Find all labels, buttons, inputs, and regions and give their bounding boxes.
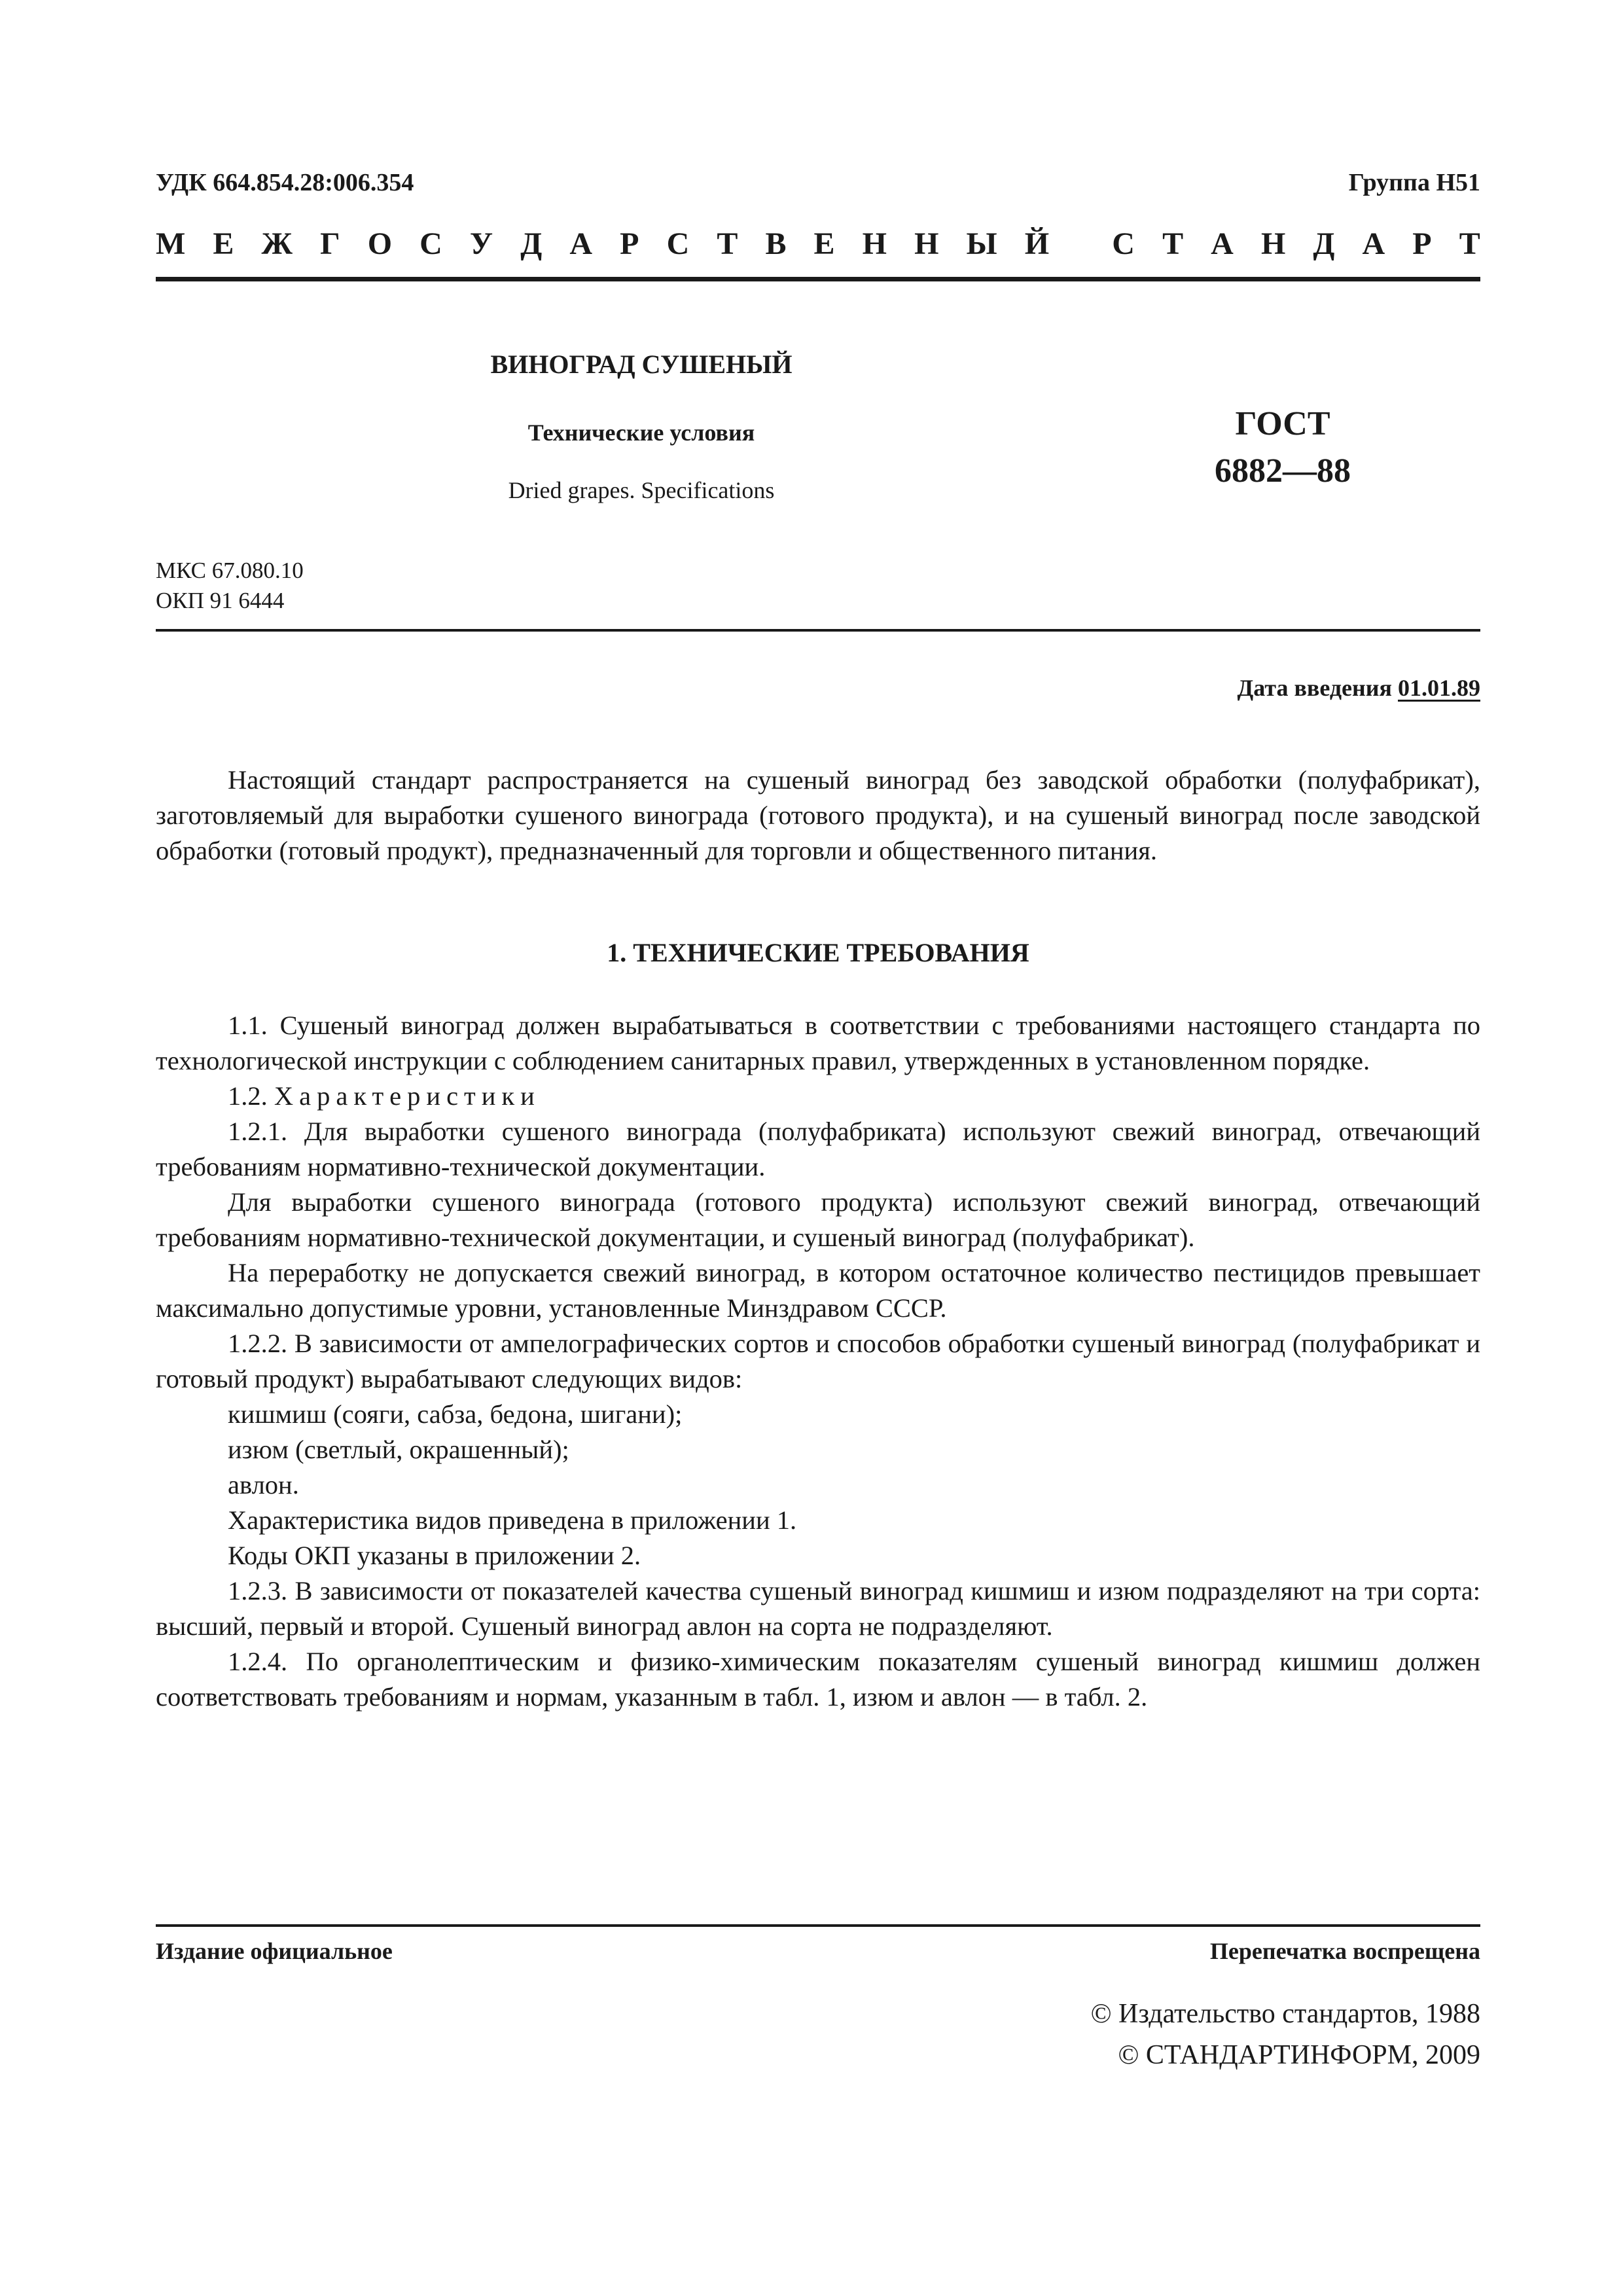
banner-letter: Е: [213, 226, 234, 261]
banner-letter: Й: [1024, 226, 1050, 261]
banner-letter: Е: [813, 226, 835, 261]
group-code: Группа Н51: [1348, 169, 1480, 196]
paragraph-1-2-1: 1.2.1. Для выработки сушеного винограда (полуфабриката) используют свежий виноград, отвечающий требованиям нормативно-технической документации.: [156, 1117, 1480, 1181]
intro-paragraph: Настоящий стандарт распространяется на сушеный виноград без заводской обработки (полуфабрикат), заготовляемый для выработки сушеного винограда (готового продукта), и на сушеный виноград после заводской обработки (готовый продукт), предназначенный для торговли и общественного питания.: [156, 765, 1480, 865]
paragraph-appendix-1: Характеристика видов приведена в приложении 1.: [228, 1505, 797, 1535]
banner-letter: А: [1362, 226, 1385, 261]
english-title: Dried grapes. Specifications: [508, 477, 775, 503]
banner-letter: Т: [717, 226, 738, 261]
banner-letter: Д: [1313, 226, 1335, 261]
mks-code: МКС 67.080.10: [156, 558, 304, 583]
banner-letter: Р: [1412, 226, 1432, 261]
copyright-2009: © СТАНДАРТИНФОРМ, 2009: [1118, 2040, 1480, 2070]
paragraph-1-2-4: 1.2.4. По органолептическим и физико-химическим показателям сушеный виноград кишмиш должен соответствовать требованиям и нормам, указанным в табл. 1, изюм и авлон — в табл. 2.: [156, 1647, 1480, 1712]
introduction-date: [1238, 674, 1481, 702]
udk-code: УДК 664.854.28:006.354: [156, 169, 414, 196]
banner-letter: М: [156, 226, 186, 261]
banner-letter: Ж: [261, 226, 293, 261]
banner-letter: С: [666, 226, 690, 261]
paragraph-1-2-2: 1.2.2. В зависимости от ампелографических сортов и способов обработки сушеный виноград (полуфабрикат и готовый продукт) вырабатывают следующих видов:: [156, 1329, 1480, 1393]
codes-rule: [156, 629, 1480, 632]
banner-letter: [1077, 226, 1084, 262]
official-edition: Издание официальное: [156, 1938, 393, 1964]
gost-number: 6882—88: [1215, 452, 1351, 490]
paragraph-1-2-word: Характеристики: [274, 1081, 541, 1111]
introduction-date-value: 01.01.89: [1398, 675, 1480, 701]
paragraph-1-2-prefix: 1.2.: [228, 1081, 274, 1111]
banner-letter: Г: [320, 226, 340, 261]
paragraph-pesticides: На переработку не допускается свежий виноград, в котором остаточное количество пестицидов превышает максимально допустимые уровни, установленные Минздравом СССР.: [156, 1258, 1480, 1323]
copyright-1988: © Издательство стандартов, 1988: [1090, 1999, 1480, 2029]
header-rule: [156, 277, 1480, 281]
paragraph-1-2: [156, 1079, 1480, 1114]
banner-letter: С: [419, 226, 442, 261]
paragraph-appendix-2: Коды ОКП указаны в приложении 2.: [228, 1541, 641, 1570]
banner-letter: Т: [1459, 226, 1480, 261]
banner-letter: А: [569, 226, 593, 261]
banner-letter: У: [469, 226, 493, 261]
footer-rule: [156, 1924, 1480, 1927]
banner-letter: А: [1211, 226, 1234, 261]
paragraph-1-2-3: 1.2.3. В зависимости от показателей качества сушеный виноград кишмиш и изюм подразделяют на три сорта: высший, первый и второй. Сушеный виноград авлон на сорта не подразделяют.: [156, 1576, 1480, 1641]
okp-code: ОКП 91 6444: [156, 588, 285, 613]
banner-letter: С: [1112, 226, 1135, 261]
banner-letter: Н: [1260, 226, 1286, 261]
document-subtitle: Технические условия: [527, 420, 755, 446]
list-item-raisin: изюм (светлый, окрашенный);: [228, 1435, 569, 1464]
gost-label: ГОСТ: [1235, 405, 1330, 442]
list-item-kishmish: кишмиш (сояги, сабза, бедона, шигани);: [228, 1399, 683, 1429]
section-heading: 1. ТЕХНИЧЕСКИЕ ТРЕБОВАНИЯ: [607, 938, 1029, 967]
banner-letter: Н: [914, 226, 939, 261]
banner-letter: Д: [520, 226, 543, 261]
section-body: [156, 1008, 1480, 1715]
banner-letter: В: [765, 226, 787, 261]
reprint-prohibited: Перепечатка воспрещена: [1209, 1938, 1480, 1964]
banner-letter: Ы: [966, 226, 997, 261]
list-item-avlon: авлон.: [228, 1470, 299, 1499]
document-title: ВИНОГРАД СУШЕНЫЙ: [490, 350, 793, 379]
paragraph-1-1: 1.1. Сушеный виноград должен вырабатываться в соответствии с требованиями настоящего стандарта по технологической инструкции с соблюдением санитарных правил, утвержденных в установленном порядке.: [156, 1011, 1480, 1075]
banner-letter: Н: [862, 226, 887, 261]
banner-letter: Р: [620, 226, 639, 261]
introduction-date-label: Дата введения: [1237, 675, 1392, 701]
paragraph-ready-product: Для выработки сушеного винограда (готового продукта) используют свежий виноград, отвечающий требованиям нормативно-технической документации, и сушеный виноград (полуфабрикат).: [156, 1187, 1480, 1252]
interstate-standard-banner: [156, 226, 1480, 262]
banner-letter: О: [367, 226, 393, 261]
banner-letter: Т: [1162, 226, 1184, 261]
